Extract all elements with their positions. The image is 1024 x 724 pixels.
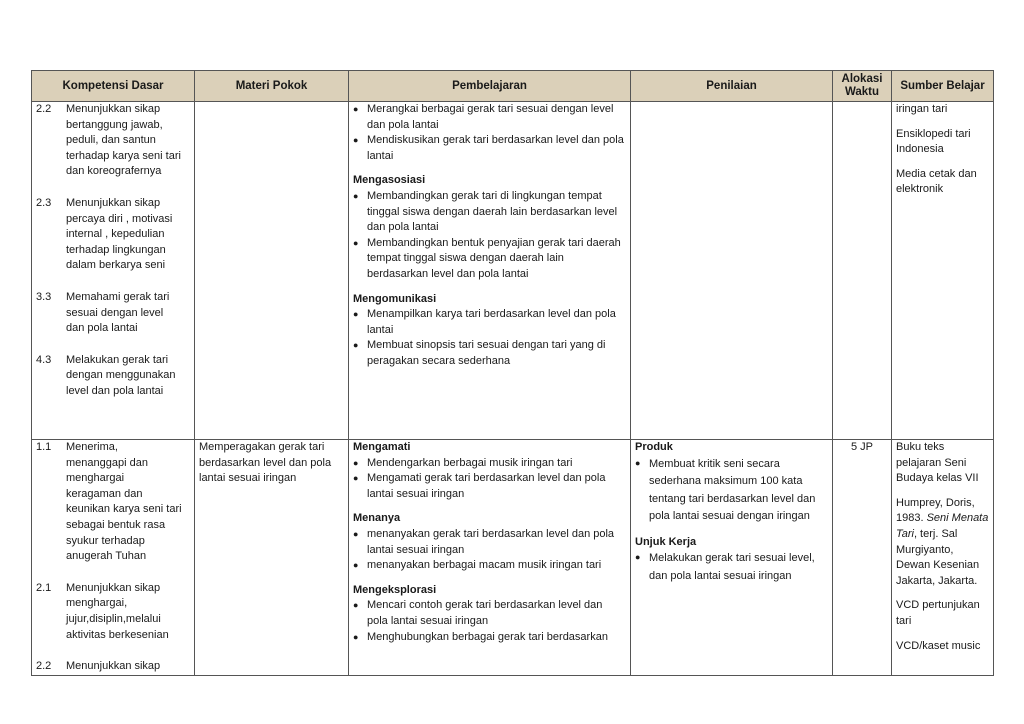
sumber-item: Humprey, Doris, 1983. Seni Menata Tari, terj. Sal Murgiyanto, Dewan Kesenian Jakarta, Jakarta. [896,496,989,587]
kd-item [36,581,190,643]
header-penilaian: Penilaian [631,71,833,102]
sumber-item: Media cetak dan elektronik [896,167,977,196]
kd-line: dan pola lantai [66,322,138,335]
header-pembelajaran: Pembelajaran [349,71,631,102]
kd-line: bertanggung jawab, [66,118,163,131]
bullet-icon: ● [353,457,359,468]
kd-line: anugerah Tuhan [66,550,147,563]
kd-line: terhadap lingkungan [66,243,166,256]
kd-line: terhadap karya seni tari [66,149,181,162]
materi-cell [195,102,349,440]
kd-line: level dan pola lantai [66,384,164,397]
bullet-icon: ● [353,560,359,571]
alokasi-cell [833,102,892,440]
section-title: Mengomunikasi [353,292,437,305]
bullet-item: ● Merangkai berbagai gerak tari sesuai dengan level dan pola lantai [353,102,626,133]
kd-line: Menunjukkan sikap [66,581,161,594]
materi-cell [195,440,349,676]
bullet-icon: ● [353,104,359,114]
kd-item [36,102,190,180]
kd-item [36,196,190,274]
header-row [32,71,994,102]
header-alokasi-waktu: Alokasi Waktu [833,71,892,102]
kd-line: jujur,disiplin,melalui [66,612,161,625]
bullet-icon: ● [635,552,641,563]
kd-line: keunikan karya seni tari [66,503,182,516]
bullet-item: ● Membuat kritik seni secara sederhana maksimum 100 kata tentang tari berdasarkan level dan pola lantai sesuai dengan iringan [635,456,828,526]
sumber-item: Ensiklopedi tari Indonesia [896,127,971,156]
bullet-item: ● menanyakan berbagai macam musik iringan tari [353,558,626,574]
bullet-icon: ● [353,340,359,351]
kd-line: dengan menggunakan [66,369,176,382]
bullet-item: ● menanyakan gerak tari berdasarkan level dan pola lantai sesuai iringan [353,527,626,558]
kd-line: Menunjukkan sikap [66,196,161,209]
kd-number: 2.2 [36,660,52,673]
kd-line: internal , kepedulian [66,228,165,241]
header-kompetensi-dasar: Kompetensi Dasar [32,71,195,102]
kd-line: peduli, dan santun [66,134,156,147]
kd-number: 2.3 [36,196,52,209]
kd-line: percaya diri , motivasi [66,212,173,225]
kd-cell [32,102,195,440]
bullet-icon: ● [353,600,359,611]
bullet-item: ● Mencari contoh gerak tari berdasarkan level dan pola lantai sesuai iringan [353,598,626,629]
kd-line: syukur terhadap [66,534,145,547]
materi-text: Memperagakan gerak tari berdasarkan level dan pola lantai sesuai iringan [199,441,332,485]
table-row [32,440,994,676]
kd-line: Menerima, [66,441,118,453]
kd-line: sebagai bentuk rasa [66,518,166,531]
sumber-cell [892,102,994,440]
bullet-icon: ● [353,528,359,539]
kd-line: Memahami gerak tari [66,290,170,303]
kd-number: 2.1 [36,581,52,594]
section-title: Produk [635,441,673,453]
kd-line: keragaman dan [66,487,143,500]
kd-number: 2.2 [36,103,52,115]
section-title: Mengasosiasi [353,174,426,187]
section-title: Menanya [353,512,401,525]
kd-item [36,659,190,675]
kd-line: Melakukan gerak tari [66,353,169,366]
kd-item [36,440,190,565]
bullet-item: ● Mendengarkan berbagai musik iringan tari [353,456,626,472]
penilaian-cell [631,440,833,676]
kd-line: Menunjukkan sikap [66,660,161,673]
bullet-item: ● Mengamati gerak tari berdasarkan level dan pola lantai sesuai iringan [353,471,626,502]
kd-line: Menunjukkan sikap [66,103,161,115]
bullet-icon: ● [353,135,359,146]
sumber-cell [892,440,994,676]
bullet-item: ● Menampilkan karya tari berdasarkan level dan pola lantai [353,307,626,338]
bullet-icon: ● [353,309,359,320]
alokasi-value: 5 JP [850,441,873,453]
bullet-icon: ● [353,237,359,248]
bullet-item: ● Membandingkan gerak tari di lingkungan tempat tinggal siswa dengan daerah lain berdasarkan level dan pola lantai [353,189,626,236]
section-title: Unjuk Kerja [635,535,697,548]
kd-number: 1.1 [36,441,52,453]
pembelajaran-cell [349,102,631,440]
kd-number: 3.3 [36,290,52,303]
kd-line: dan koreografernya [66,165,162,178]
kd-line: dalam berkarya seni [66,259,166,272]
kd-line: sesuai dengan level [66,306,164,319]
bullet-icon: ● [635,457,641,468]
pembelajaran-cell [349,440,631,676]
book-title: Seni Menata Tari [896,512,989,540]
kd-cell [32,440,195,676]
kd-line: aktivitas berkesenian [66,628,169,641]
bullet-icon: ● [353,631,359,642]
bullet-icon: ● [353,473,359,484]
penilaian-cell [631,102,833,440]
kd-number: 4.3 [36,353,52,366]
bullet-item: ● Menghubungkan berbagai gerak tari berdasarkan [353,630,626,646]
alokasi-cell [833,440,892,676]
header-sumber-belajar: Sumber Belajar [892,71,994,102]
sumber-item: VCD/kaset music [896,639,981,652]
bullet-item: ● Membandingkan bentuk penyajian gerak tari daerah tempat tinggal siswa dengan daerah lain berdasarkan level dan pola lantai [353,236,626,283]
kd-item [36,353,190,400]
header-materi-pokok: Materi Pokok [195,71,349,102]
bullet-item: ● Mendiskusikan gerak tari berdasarkan level dan pola lantai [353,133,626,164]
kd-line: menanggapi dan [66,456,148,469]
table-row [32,102,994,440]
bullet-icon: ● [353,190,359,201]
bullet-item: ● Melakukan gerak tari sesuai level, dan pola lantai sesuai iringan [635,550,828,585]
bullet-item: ● Membuat sinopsis tari sesuai dengan tari yang di peragakan secara sederhana [353,338,626,369]
sumber-item: VCD pertunjukan tari [896,599,980,627]
syllabus-table [31,70,994,676]
kd-item [36,290,190,337]
section-title: Mengamati [353,441,411,453]
sumber-item: iringan tari [896,103,948,115]
sumber-item: Buku teks pelajaran Seni Budaya kelas VII [896,441,979,485]
kd-line: menghargai [66,472,125,485]
kd-line: menghargai, [66,597,128,610]
section-title: Mengeksplorasi [353,583,437,596]
